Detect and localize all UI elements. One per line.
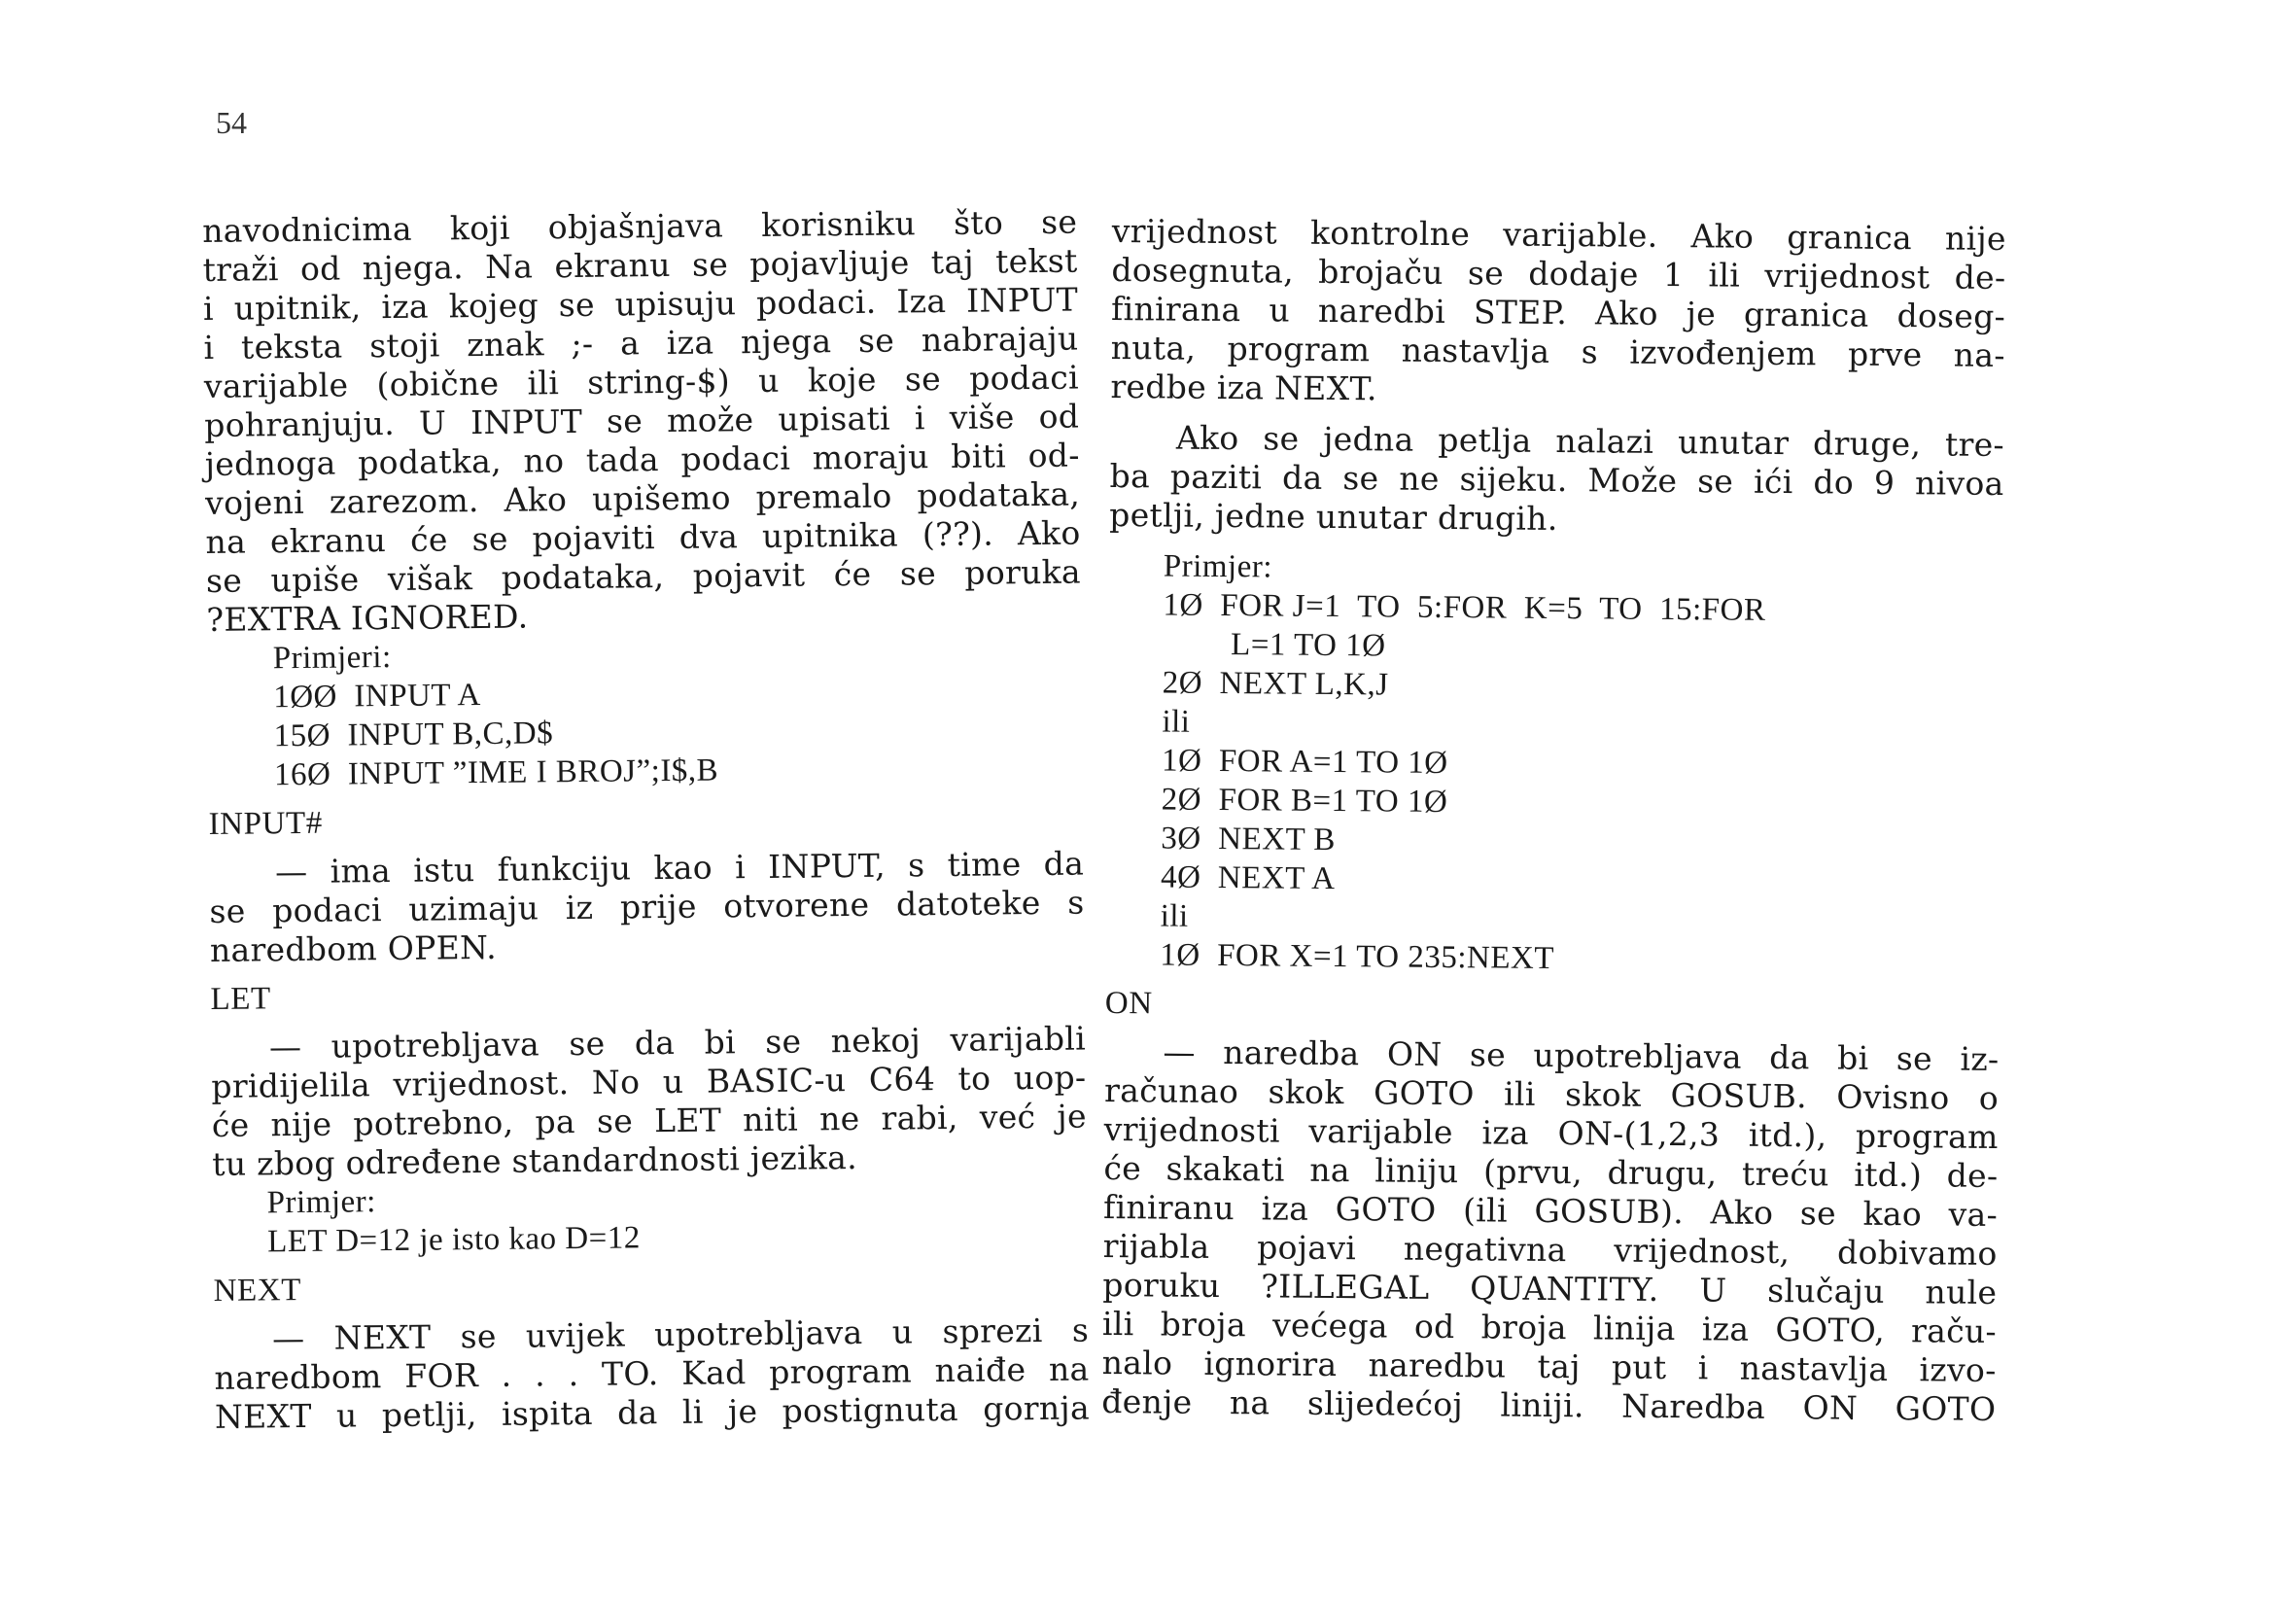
text-line: tu zbog određene standardnosti jezika.	[212, 1137, 858, 1183]
text-line: petlji, jedne unutar drugih.	[1109, 495, 1558, 539]
code-line: 1ØØ INPUT A	[273, 678, 481, 716]
text-line: dosegnuta, brojaču se dodaje 1 ili vrijednost de-	[1111, 250, 2006, 297]
text-line: traži od njega. Na ekranu se pojavljuje taj tekst	[202, 241, 1078, 289]
code-line: 3Ø NEXT B	[1161, 821, 1337, 858]
code-line: 4Ø NEXT A	[1160, 859, 1336, 897]
example-label: Primjer:	[1163, 548, 1273, 585]
keyword-on: ON	[1104, 985, 1153, 1022]
page-number: 54	[216, 105, 247, 140]
left-column	[202, 203, 1090, 1437]
text-line: se podaci uzimaju iz prije otvorene datoteke s	[209, 883, 1085, 930]
text-line: — upotrebljava se da bi se nekoj varijabli	[268, 1019, 1087, 1066]
text-line: računao skok GOTO ili skok GOSUB. Ovisno o	[1103, 1070, 2000, 1117]
text-line: finiranu iza GOTO (ili GOSUB). Ako se kao va-	[1102, 1187, 1999, 1234]
keyword-input-hash: INPUT#	[208, 805, 324, 842]
text-line: naredbom FOR . . . TO. Kad program naiđe na	[214, 1349, 1090, 1397]
text-line: ili broja većega od broja linija iza GOTO, raču-	[1101, 1304, 1998, 1350]
paragraph-next-continued	[1110, 212, 2006, 414]
paragraph-input-description	[202, 203, 1082, 640]
text-line: poruku ?ILLEGAL QUANTITY. U slučaju nule	[1102, 1265, 1998, 1311]
text-line: nalo ignorira naredbu taj put i nastavlja izvo-	[1101, 1343, 1997, 1389]
code-line: 15Ø INPUT B,C,D$	[273, 716, 554, 754]
text-line: pohranjuju. U INPUT se može upisati i više od	[204, 397, 1080, 444]
or-label: ili	[1160, 898, 1189, 934]
code-line: 1Ø FOR J=1 TO 5:FOR K=5 TO 15:FOR	[1163, 587, 1766, 628]
text-line: jednoga podatka, no tada podaci moraju biti od-	[204, 436, 1080, 483]
paragraph-input-hash	[209, 845, 1085, 970]
text-line: pridijelila vrijednost. No u BASIC-u C64 to uop-	[211, 1058, 1087, 1105]
text-line: redbe iza NEXT.	[1110, 367, 1377, 408]
text-line: rijabla pojavi negativna vrijednost, dobivamo	[1102, 1226, 1998, 1273]
right-column	[1101, 212, 2006, 1429]
let-example-label: Primjer:	[266, 1184, 377, 1221]
text-line: će skakati na liniju (prvu, drugu, treću itd.) de-	[1103, 1148, 1999, 1195]
code-line: 2Ø FOR B=1 TO 1Ø	[1161, 782, 1448, 821]
text-line: Ako se jedna petlja nalazi unutar druge, tre-	[1175, 418, 2005, 465]
or-label: ili	[1162, 704, 1191, 740]
text-line: ba paziti da se ne sijeku. Može se ići do 9 nivoa	[1109, 456, 2004, 504]
text-line: NEXT u petlji, ispita da li je postignuta gornja	[214, 1388, 1091, 1436]
code-line: 2Ø NEXT L,K,J	[1162, 665, 1389, 703]
text-line: naredbom OPEN.	[209, 927, 498, 969]
code-line: L=1 TO 1Ø	[1230, 627, 1386, 664]
text-line: ?EXTRA IGNORED.	[206, 597, 529, 639]
examples-label: Primjeri:	[272, 639, 392, 677]
text-line: — naredba ON se upotrebljava da bi se iz-	[1163, 1032, 2000, 1078]
text-line: i upitnik, iza kojeg se upisuju podaci. Iza INPUT	[202, 280, 1079, 328]
code-line: 1Ø FOR A=1 TO 1Ø	[1161, 743, 1448, 782]
text-line: navodnicima koji objašnjava korisniku što se	[202, 202, 1078, 250]
text-line: će nije potrebno, pa se LET niti ne rabi, već je	[211, 1097, 1087, 1144]
keyword-next: NEXT	[213, 1272, 302, 1309]
text-line: — ima istu funkciju kao i INPUT, s time da	[274, 844, 1085, 891]
keyword-let: LET	[210, 981, 271, 1017]
text-line: vrijednosti varijable iza ON-(1,2,3 itd.), program	[1103, 1109, 1999, 1156]
text-line: se upiše višak podataka, pojavit će se poruka	[205, 552, 1082, 600]
let-example: LET D=12 je isto kao D=12	[266, 1220, 641, 1260]
text-line: — NEXT se uvijek upotrebljava u sprezi s	[271, 1311, 1090, 1358]
paragraph-let	[211, 1020, 1088, 1184]
text-line: na ekranu će se pojaviti dva upitnika (??). Ako	[205, 513, 1081, 561]
text-line: nuta, program nastavlja s izvođenjem prve na-	[1110, 328, 2005, 375]
code-line: 1Ø FOR X=1 TO 235:NEXT	[1160, 937, 1555, 976]
text-line: vojeni zarezom. Ako upišemo premalo podataka,	[204, 474, 1081, 522]
paragraph-on	[1101, 1032, 1999, 1429]
code-line: 16Ø INPUT ”IME I BROJ”;I$,B	[273, 752, 719, 793]
text-line: i teksta stoji znak ;- a iza njega se nabrajaju	[203, 319, 1079, 367]
paragraph-next	[214, 1311, 1090, 1437]
text-line: varijable (obične ili string-$) u koje se podaci	[203, 358, 1080, 405]
text-line: vrijednost kontrolne varijable. Ako granica nije	[1111, 212, 2006, 259]
text-line: đenje na slijedećoj liniji. Naredba ON GOTO	[1101, 1381, 1997, 1428]
paragraph-nested-loops	[1109, 418, 2004, 542]
text-line: finirana u naredbi STEP. Ako je granica doseg-	[1110, 289, 2006, 336]
